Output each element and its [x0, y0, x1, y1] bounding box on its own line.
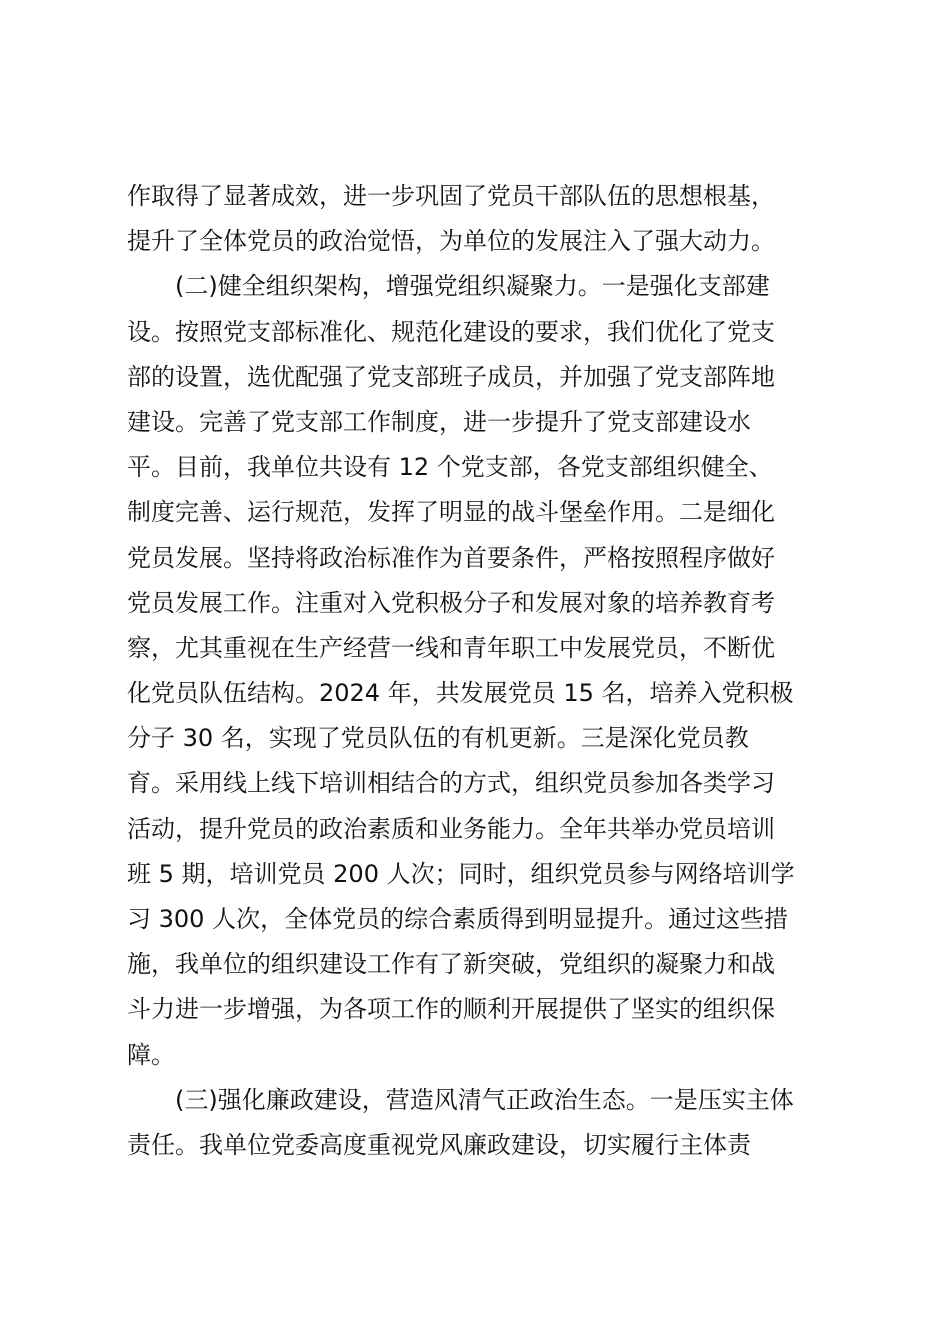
text-line: 分子 30 名，实现了党员队伍的有机更新。三是深化党员教: [127, 724, 749, 753]
section-heading-line: (三)强化廉政建设，营造风清气正政治生态。一是压实主体: [175, 1085, 794, 1114]
text-line: 活动，提升党员的政治素质和业务能力。全年共举办党员培训: [127, 814, 775, 843]
text-line: 平。目前，我单位共设有 12 个党支部，各党支部组织健全、: [127, 453, 773, 482]
text-line: 部的设置，选优配强了党支部班子成员，并加强了党支部阵地: [127, 362, 775, 391]
text-line: 化党员队伍结构。2024 年，共发展党员 15 名，培养入党积极: [127, 679, 794, 708]
text-line: 障。: [127, 1040, 175, 1069]
text-line: 斗力进一步增强，为各项工作的顺利开展提供了坚实的组织保: [127, 995, 775, 1024]
text-line: 党员发展。坚持将政治标准作为首要条件，严格按照程序做好: [127, 543, 775, 572]
section-heading-line: (二)健全组织架构，增强党组织凝聚力。一是强化支部建: [175, 272, 770, 301]
text-line: 责任。我单位党委高度重视党风廉政建设，切实履行主体责: [127, 1130, 751, 1159]
text-line: 设。按照党支部标准化、规范化建设的要求，我们优化了党支: [127, 317, 775, 346]
text-line: 党员发展工作。注重对入党积极分子和发展对象的培养教育考: [127, 588, 775, 617]
body-text: [127, 174, 827, 1168]
text-line: 建设。完善了党支部工作制度，进一步提升了党支部建设水: [127, 407, 751, 436]
text-line: 察，尤其重视在生产经营一线和青年职工中发展党员，不断优: [127, 633, 775, 662]
text-line: 作取得了显著成效，进一步巩固了党员干部队伍的思想根基，: [127, 182, 775, 210]
text-line: 班 5 期，培训党员 200 人次；同时，组织党员参与网络培训学: [127, 859, 795, 888]
text-line: 习 300 人次，全体党员的综合素质得到明显提升。通过这些措: [127, 905, 789, 933]
text-line: 制度完善、运行规范，发挥了明显的战斗堡垒作用。二是细化: [127, 498, 775, 527]
text-line: 育。采用线上线下培训相结合的方式，组织党员参加各类学习: [127, 769, 775, 798]
text-line: 施，我单位的组织建设工作有了新突破，党组织的凝聚力和战: [127, 950, 775, 979]
text-line: 提升了全体党员的政治觉悟，为单位的发展注入了强大动力。: [127, 227, 775, 256]
